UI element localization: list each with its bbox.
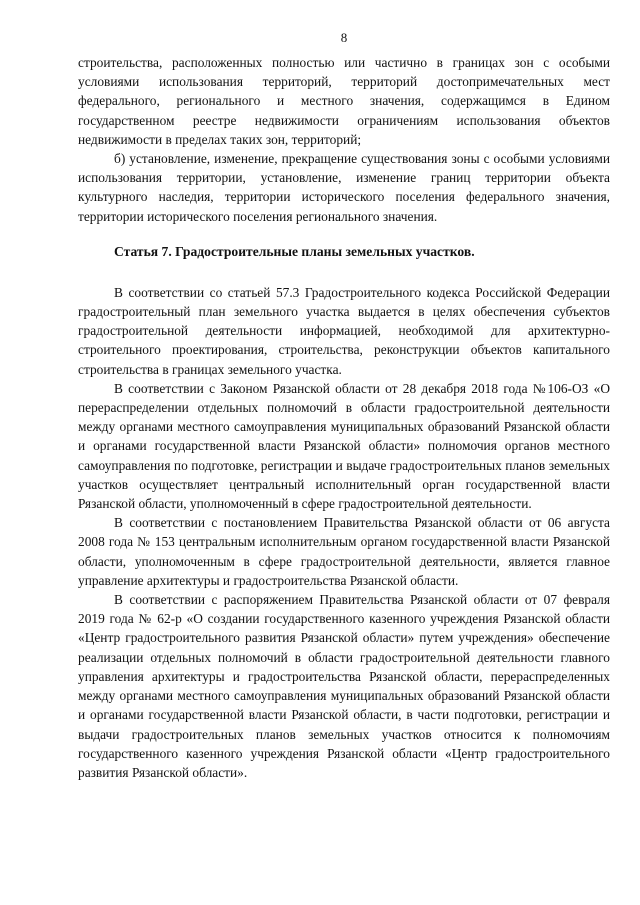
article-paragraph: В соответствии с Законом Рязанской области от 28 декабря 2018 года №106-ОЗ «О перераспределении отдельных полномочий в области градостроительной деятельности между органами местного самоуправления муниципальных образований Рязанской области и органами государственной власти Рязанской области» полномочия органов местного самоуправления по подготовке, регистрации и выдаче градостроительных планов земельных участков осуществляет центральный исполнительный орган государственной власти Рязанской области, уполномоченный в сфере градостроительной деятельности. — [78, 380, 610, 512]
article-paragraph: В соответствии с постановлением Правительства Рязанской области от 06 августа 2008 года № 153 центральным исполнительным органом государственной власти Рязанской области, уполномоченным в сфере градостроительной деятельности, является главное управление архитектуры и градостроительства Рязанской области. — [78, 515, 610, 588]
article-paragraph: В соответствии с распоряжением Правительства Рязанской области от 07 февраля 2019 года № 62-р «О создании государственного казенного учреждения Рязанской области «Центр градостроительного развития Рязанской области» путем учреждения» обеспечение реализации отдельных полномочий в области градостроительной деятельности главного управления архитектуры и градостроительства Рязанской области, перераспределенных между органами местного самоуправления муниципальных образований Рязанской области и органами государственной власти Рязанской области, в части подготовки, регистрации и выдачи градостроительных планов земельных участков относится к полномочиям государственного казенного учреждения Рязанской области «Центр градостроительного развития Рязанской области». — [78, 592, 610, 780]
page-number: 8 — [340, 30, 348, 45]
paragraph-continuation: строительства, расположенных полностью или частично в границах зон с особыми условиями использования территорий, территорий достопримечательных мест федерального, регионального и местного значения, содержащимся в Едином государственном реестре недвижимости ограничениям использования объектов недвижимости в пределах таких зон, территорий; — [78, 55, 610, 147]
document-page — [78, 0, 610, 905]
article-heading: Статья 7. Градостроительные планы земельных участков. — [114, 243, 475, 259]
paragraph-item-b: б) установление, изменение, прекращение существования зоны с особыми условиями использования территории, установление, изменение границ территории объекта культурного наследия, территории исторического поселения федерального значения, территории исторического поселения регионального значения. — [78, 151, 610, 224]
document-body — [78, 53, 610, 782]
article-paragraph: В соответствии со статьей 57.3 Градостроительного кодекса Российской Федерации градостроительный план земельного участка выдается в целях обеспечения субъектов градостроительной деятельности информацией, необходимой для архитектурно-строительного проектирования, строительства, реконструкции объектов капитального строительства в границах земельного участка. — [78, 284, 610, 377]
